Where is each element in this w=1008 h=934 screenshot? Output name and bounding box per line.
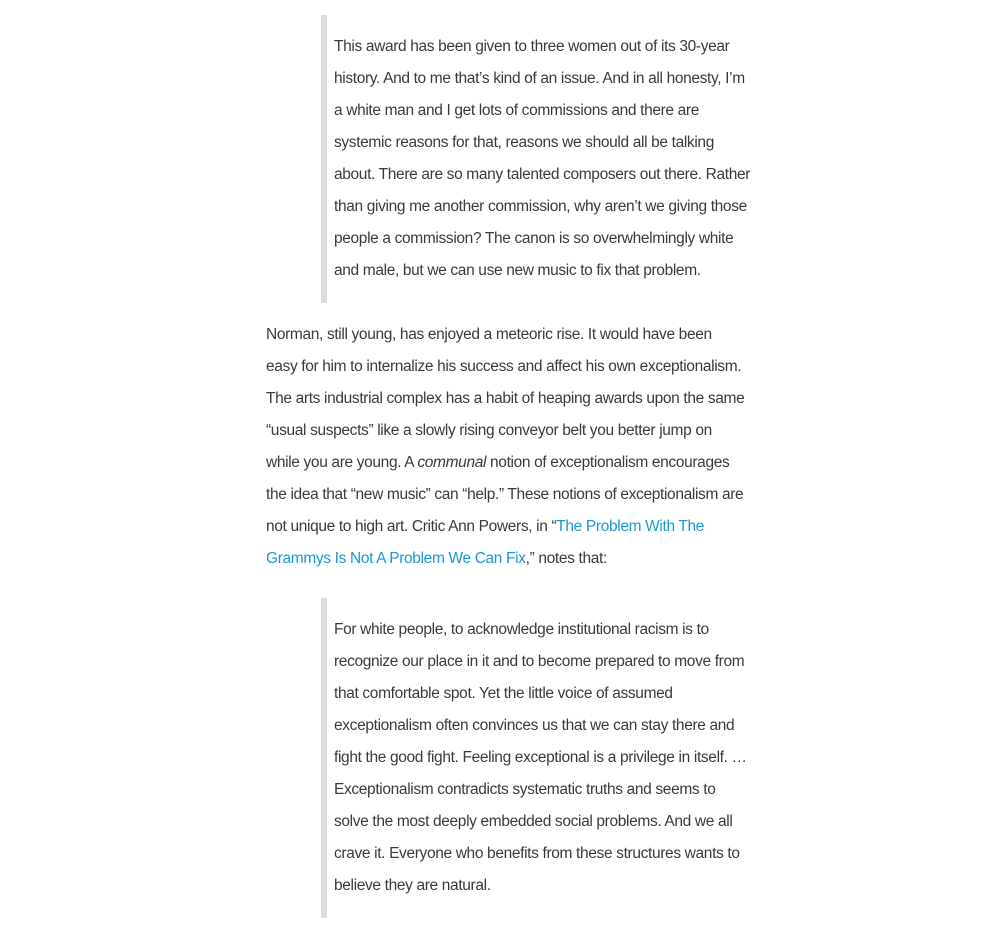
blockquote-composer-quote: [321, 15, 752, 303]
article-link-grammys[interactable]: The Problem With The Grammys Is Not A Problem We Can Fix: [266, 518, 705, 567]
emphasis-communal: communal: [417, 454, 487, 471]
paragraph-text-part1: Norman, still young, has enjoyed a meteoric rise. It would have been easy for him to internalize his success and affect his own exceptionalism. The arts industrial complex has a habit of heaping awards upon the same “usual suspects” like a slowly rising conveyor belt you better jump on while you are young. A: [266, 326, 745, 471]
paragraph-text-part3: ,” notes that:: [525, 550, 607, 567]
body-paragraph: [266, 319, 746, 575]
blockquote-powers-quote: [321, 598, 752, 918]
paragraph-text-part2: notion of exceptionalism encourages the idea that “new music” can “help.” These notions of exceptionalism are not unique to high art. Critic Ann Powers, in “: [266, 454, 744, 535]
blockquote-text: This award has been given to three women out of its 30-year history. And to me that’s kind of an issue. And in all honesty, I’m a white man and I get lots of commissions and there are systemic reasons for that, reasons we should all be talking about. There are so many talented composers out there. Rather than giving me another commission, why aren’t we giving those people a commission? The canon is so overwhelmingly white and male, but we can use new music to fix that problem.: [334, 38, 751, 279]
article-body: [266, 0, 751, 934]
blockquote-text: For white people, to acknowledge institutional racism is to recognize our place in it and to become prepared to move from that comfortable spot. Yet the little voice of assumed exceptionalism often convinces us that we can stay there and fight the good fight. Feeling exceptional is a privilege in itself. … Exceptionalism contradicts systematic truths and seems to solve the most deeply embedded social problems. And we all crave it. Everyone who benefits from these structures wants to believe they are natural.: [334, 621, 747, 894]
